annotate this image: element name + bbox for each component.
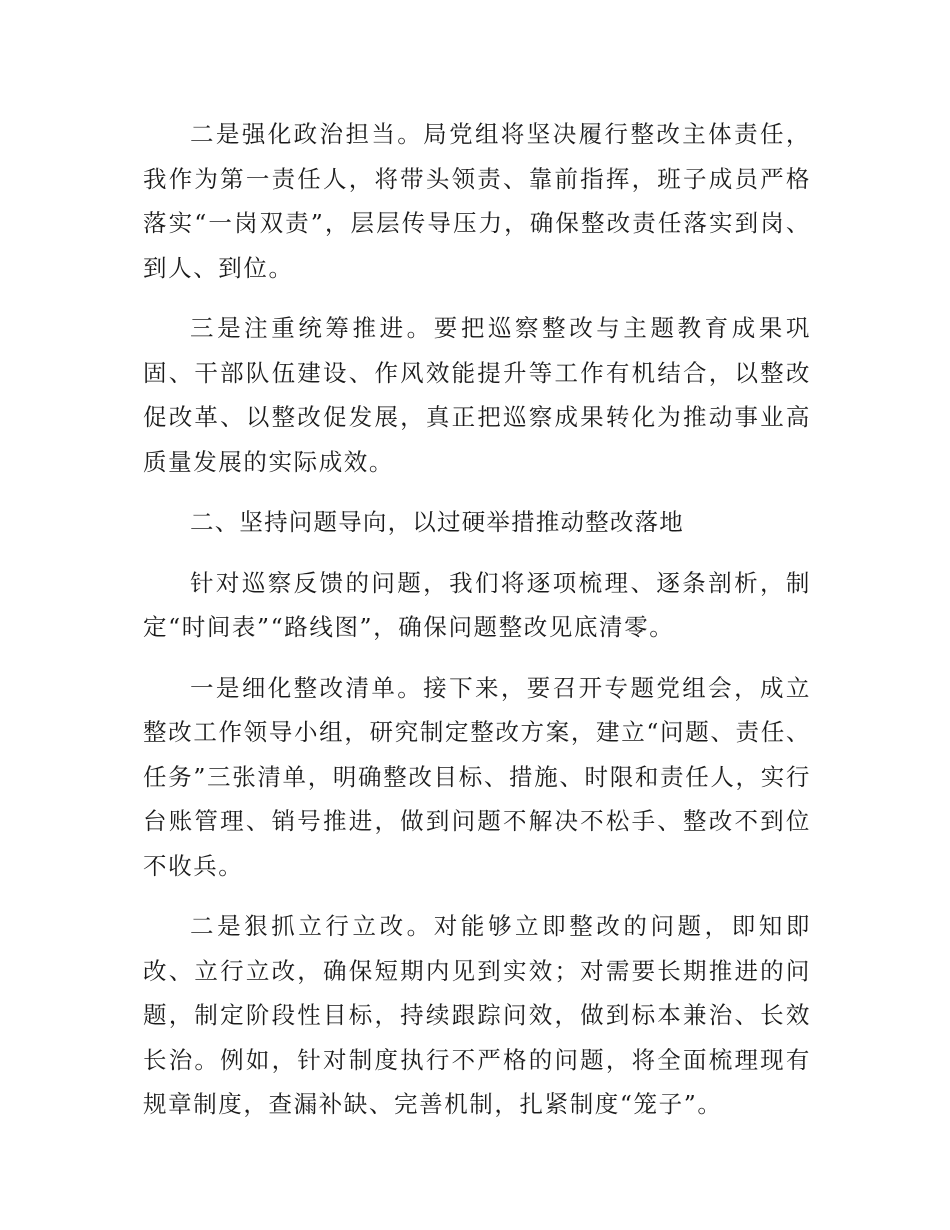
paragraph-political-responsibility: 二是强化政治担当。局党组将坚决履行整改主体责任，我作为第一责任人，将带头领责、靠前指挥，班子成员严格落实“一岗双责”，层层传导压力，确保整改责任落实到岗、到人、到位。 bbox=[143, 120, 811, 282]
document-page bbox=[143, 112, 811, 1143]
paragraph-rectification-list: 一是细化整改清单。接下来，要召开专题党组会，成立整改工作领导小组，研究制定整改方案，建立“问题、责任、任务”三张清单，明确整改目标、措施、时限和责任人，实行台账管理、销号推进，做到问题不解决不松手、整改不到位不收兵。 bbox=[143, 673, 811, 880]
paragraph-immediate-rectification: 二是狠抓立行立改。对能够立即整改的问题，即知即改、立行立改，确保短期内见到实效；对需要长期推进的问题，制定阶段性目标，持续跟踪问效，做到标本兼治、长效长治。例如，针对制度执行不严格的问题，将全面梳理现有规章制度，查漏补缺、完善机制，扎紧制度“笼子”。 bbox=[143, 912, 811, 1118]
section-heading-problem-oriented: 二、坚持问题导向，以过硬举措推动整改落地 bbox=[190, 508, 684, 536]
paragraph-coordinated-advancement: 三是注重统筹推进。要把巡察整改与主题教育成果巩固、干部队伍建设、作风效能提升等工作有机结合，以整改促改革、以整改促发展，真正把巡察成果转化为推动事业高质量发展的实际成效。 bbox=[143, 314, 811, 476]
paragraph-feedback-problems: 针对巡察反馈的问题，我们将逐项梳理、逐条剖析，制定“时间表”“路线图”，确保问题整改见底清零。 bbox=[143, 568, 811, 641]
